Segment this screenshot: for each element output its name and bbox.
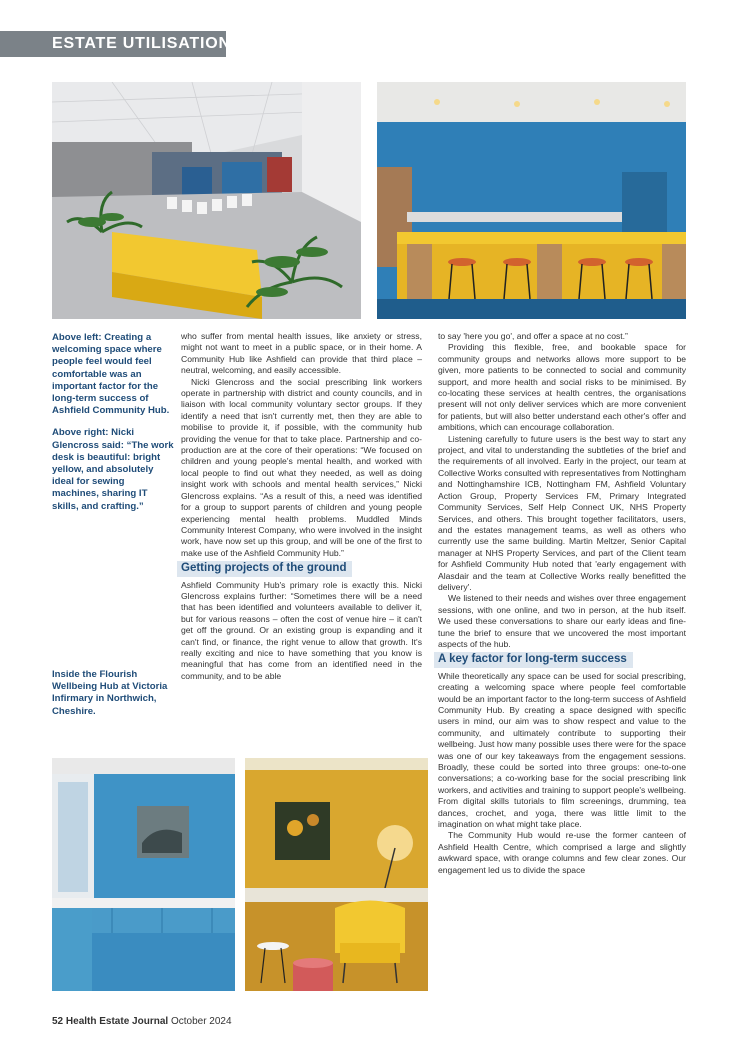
paragraph: Providing this flexible, free, and bookable space for community groups and networks allows more support to be given, more patients to be connected to social and community support, and more health and social risks to be minimised. By co-locating these services at health centres, the organisations present will not only deliver services which are more convenient for patients, but will also better understand each other's offer and ambitions, which can encourage collaboration. bbox=[438, 342, 686, 433]
paragraph: The Community Hub would re-use the former canteen of Ashfield Health Centre, which comprised a large and slightly awkward space, with orange columns and few clear zones. Our engagement led us to divide the space bbox=[438, 830, 686, 875]
photo-captions bbox=[52, 332, 174, 523]
article-column-2 bbox=[438, 331, 686, 876]
page-number: 52 bbox=[52, 1016, 64, 1027]
caption-flourish bbox=[52, 669, 174, 728]
paragraph: Listening carefully to future users is the best way to start any project, and vital to understanding the subtleties of the brief and the requirements of all involved. Early in the project, our team at Collective Works consulted with representatives from Nottingham and Nottinghamshire ICB, Nottingham FM, Ashfield Voluntary Action Group, Property Services FM, Primary Integrated Community Services, Self Help Connect UK, NHS Property Services, and others. This brought together facilitators, users, and the estates management teams, as well as others who currently use the same building. Martin Meltzer, Senior Capital manager at NHS Property Services, and part of the Client team for Ashfield Community Hub noted that 'early engagement with Alasdair and the team at Collective Works really benefitted the delivery'. bbox=[438, 433, 686, 592]
photo-blue-room-yellow-bench bbox=[377, 82, 686, 319]
paragraph: to say 'here you go', and offer a space at no cost.” bbox=[438, 331, 628, 341]
section-header bbox=[0, 31, 231, 57]
paragraph: While theoretically any space can be used for social prescribing, creating a welcoming space where people feel comfortable would be an important factor to the long-term success of Ashfield Community Hub. By creating a space designed with specific users in mind, our aim was to show respect and value to the community, and ultimately contribute to supporting their wellbeing. Just how many possible uses there were for the space was one of our key takeaways from the engagement sessions. Broadly, these could be sorted into three groups: one-to-one conversations; a co-working base for the social prescribing link workers, and activities and training to support people's wellbeing. From digital skills tutorials to film screenings, drumming, tea dances, crochet, and yoga, there was little limit to the imagination on what might take place. bbox=[438, 670, 686, 830]
subheading-text: A key factor for long-term success bbox=[434, 652, 633, 667]
subheading-key-factor bbox=[438, 650, 686, 670]
caption-left: Above left: Creating a welcoming space where people feel would feel comfortable was an important factor for the long-term success of Ashfield Community Hub. bbox=[52, 332, 170, 417]
subheading-text: Getting projects of the ground bbox=[177, 561, 352, 576]
paragraph: Ashfield Community Hub's primary role is exactly this. Nicki Glencross explains further: “Sometimes there will be a need that has been identified and volunteers available to deliver it, but for various reasons – often the cost of venue hire – it can't get off the ground. Or an existing group is expanding and it can't find, or finance, the right venue to allow that growth. It's really exciting and nice to have something that you know is meaningful that has come from an identified need in the community, and to be able bbox=[181, 579, 422, 681]
paragraph: We listened to their needs and wishes over three engagement sessions, with one online, and two in person, at the hub itself. We used these conversations to share our early ideas and fine-tune the brief to ensure that we uncovered the most important aspects of the hub. bbox=[438, 593, 686, 649]
caption-right: Above right: Nicki Glencross said: “The work desk is beautiful: bright yellow, and absolutely ideal for sewing machines, sharing IT skills, and crafting.” bbox=[52, 427, 174, 512]
paragraph: who suffer from mental health issues, like anxiety or stress, might not want to meet in a public space, or in their home. A Community Hub like Ashfield can provide that third place – neutral, welcoming, and easily accessible. bbox=[181, 331, 422, 376]
publication-name: Health Estate Journal bbox=[65, 1016, 169, 1027]
paragraph: Nicki Glencross and the social prescribing link workers operate in partnership with district and county councils, and in liaison with local community voluntary sector groups. If they identify a need that isn't currently met, then they are able to mobilise to provide it, if possible, with the community hub providing the venue for that to take place. Partnership and co-production are at the core of their operations: “We focused on children and young people's mental health, and worked with local people to find out what they needed, as well as doing insight work with schools and mental health services,” Nicki Glencross explains. “As a result of this, a need was identified for a group to support parents of children and young people experiencing mental health problems. Muddled Minds Community Interest Company, who were involved in the insight work, have now set up this group, and will be one of the first to make use of the Ashfield Community Hub.” bbox=[181, 376, 422, 558]
subheading-getting-projects bbox=[181, 559, 422, 579]
page-footer bbox=[52, 1016, 232, 1027]
photo-blue-seating-room bbox=[52, 758, 235, 991]
article-column-1 bbox=[181, 331, 422, 682]
section-title: ESTATE UTILISATION bbox=[52, 35, 231, 52]
photo-open-plan-hub bbox=[52, 82, 361, 319]
caption-flourish-text: Inside the Flourish Wellbeing Hub at Victoria Infirmary in Northwich, Cheshire. bbox=[52, 669, 168, 717]
issue-date: October 2024 bbox=[170, 1016, 232, 1027]
photo-yellow-wall-armchair bbox=[245, 758, 428, 991]
